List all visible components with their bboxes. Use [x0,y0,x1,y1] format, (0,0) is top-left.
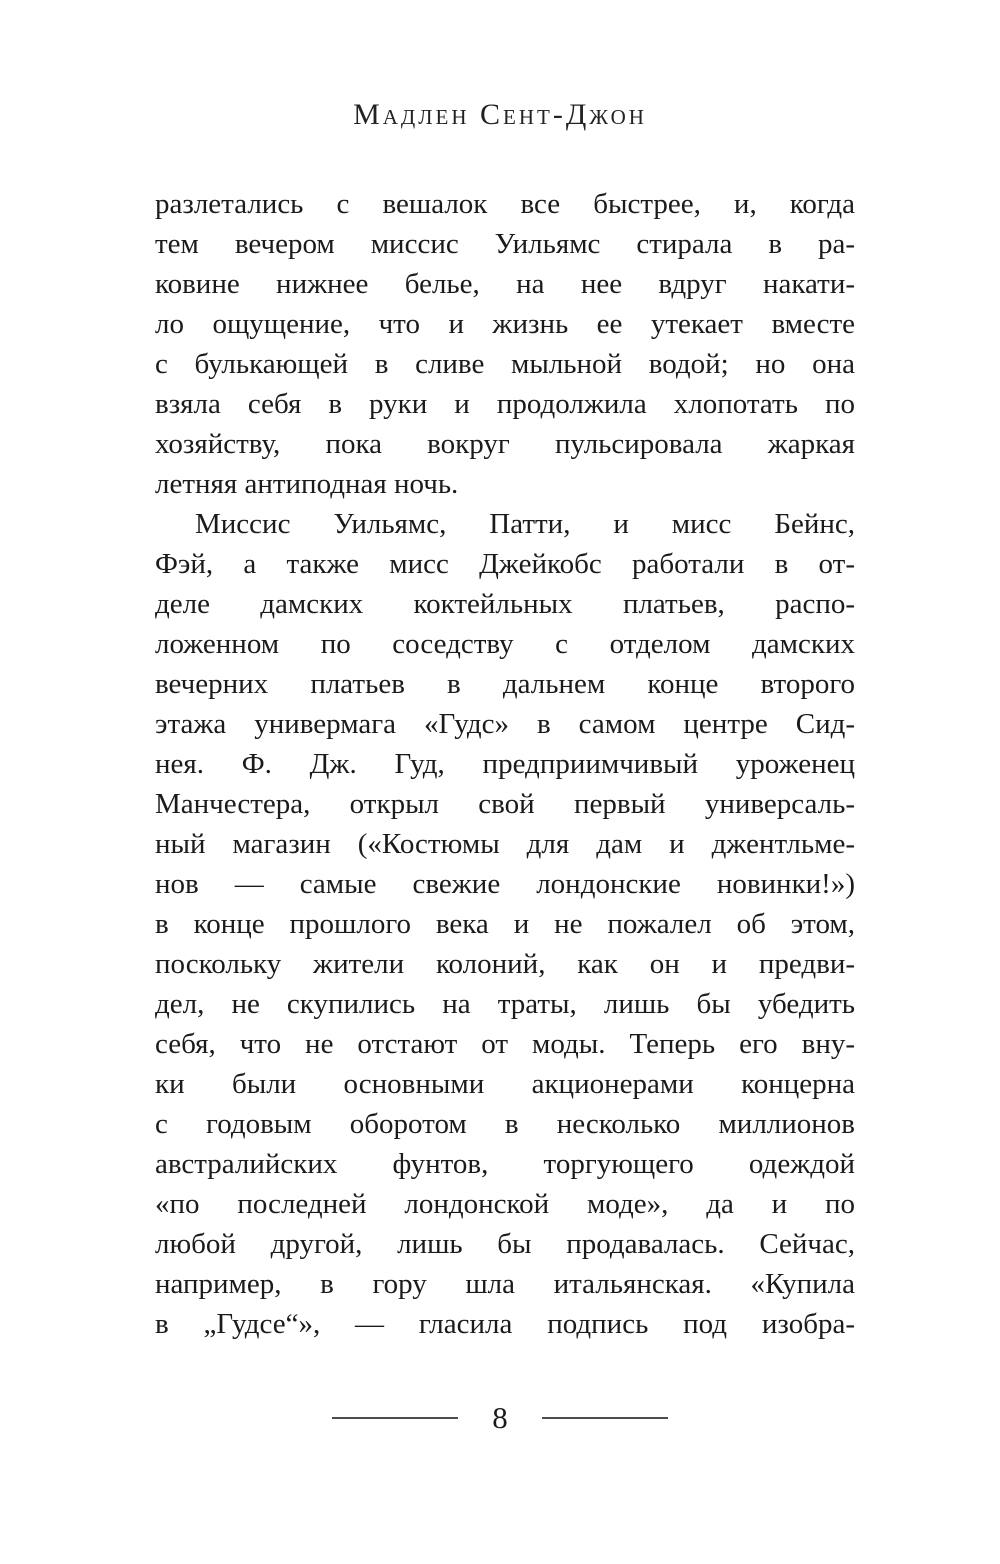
text-line: этажа универмага «Гудс» в самом центре Сид- [155,708,855,740]
folio-rule-right [542,1417,668,1419]
text-line: в „Гудсе“», — гласила подпись под изобра- [155,1308,855,1340]
text-line: ложенном по соседству с отделом дамских [155,628,855,660]
text-line: взяла себя в руки и продолжила хлопотать по [155,388,855,420]
text-line: нов — самые свежие лондонские новинки!») [155,868,855,900]
text-line: вечерних платьев в дальнем конце второго [155,668,855,700]
text-line: ковине нижнее белье, на нее вдруг накати- [155,268,855,300]
text-block [155,184,855,1344]
page-number: 8 [492,1400,508,1435]
text-line: любой другой, лишь бы продавалась. Сейчас, [155,1228,855,1260]
text-line: Манчестера, открыл свой первый универсаль- [155,788,855,820]
page-footer [0,1398,1000,1438]
text-line: «по последней лондонской моде», да и по [155,1188,855,1220]
text-line: тем вечером миссис Уильямс стирала в ра- [155,228,855,260]
text-line: ло ощущение, что и жизнь ее утекает вместе [155,308,855,340]
text-line: дел, не скупились на траты, лишь бы убедить [155,988,855,1020]
text-line: деле дамских коктейльных платьев, распо- [155,588,855,620]
text-line: Миссис Уильямс, Патти, и мисс Бейнс, [195,508,855,540]
text-line: Фэй, а также мисс Джейкобс работали в от- [155,548,855,580]
folio-rule-left [332,1417,458,1419]
text-line: в конце прошлого века и не пожалел об этом, [155,908,855,940]
text-line: летняя антиподная ночь. [155,468,459,500]
text-line: себя, что не отстают от моды. Теперь его вну- [155,1028,855,1060]
text-line: разлетались с вешалок все быстрее, и, когда [155,188,855,220]
text-line: поскольку жители колоний, как он и предви- [155,948,855,980]
text-line: например, в гору шла итальянская. «Купила [155,1268,855,1300]
running-header: Мадлен Сент-Джон [353,98,647,131]
text-line: ный магазин («Костюмы для дам и джентльме- [155,828,855,860]
text-line: с булькающей в сливе мыльной водой; но она [155,348,855,380]
text-line: хозяйству, пока вокруг пульсировала жаркая [155,428,855,460]
text-line: нея. Ф. Дж. Гуд, предприимчивый уроженец [155,748,855,780]
text-line: с годовым оборотом в несколько миллионов [155,1108,855,1140]
text-line: австралийских фунтов, торгующего одеждой [155,1148,855,1180]
text-line: ки были основными акционерами концерна [155,1068,855,1100]
